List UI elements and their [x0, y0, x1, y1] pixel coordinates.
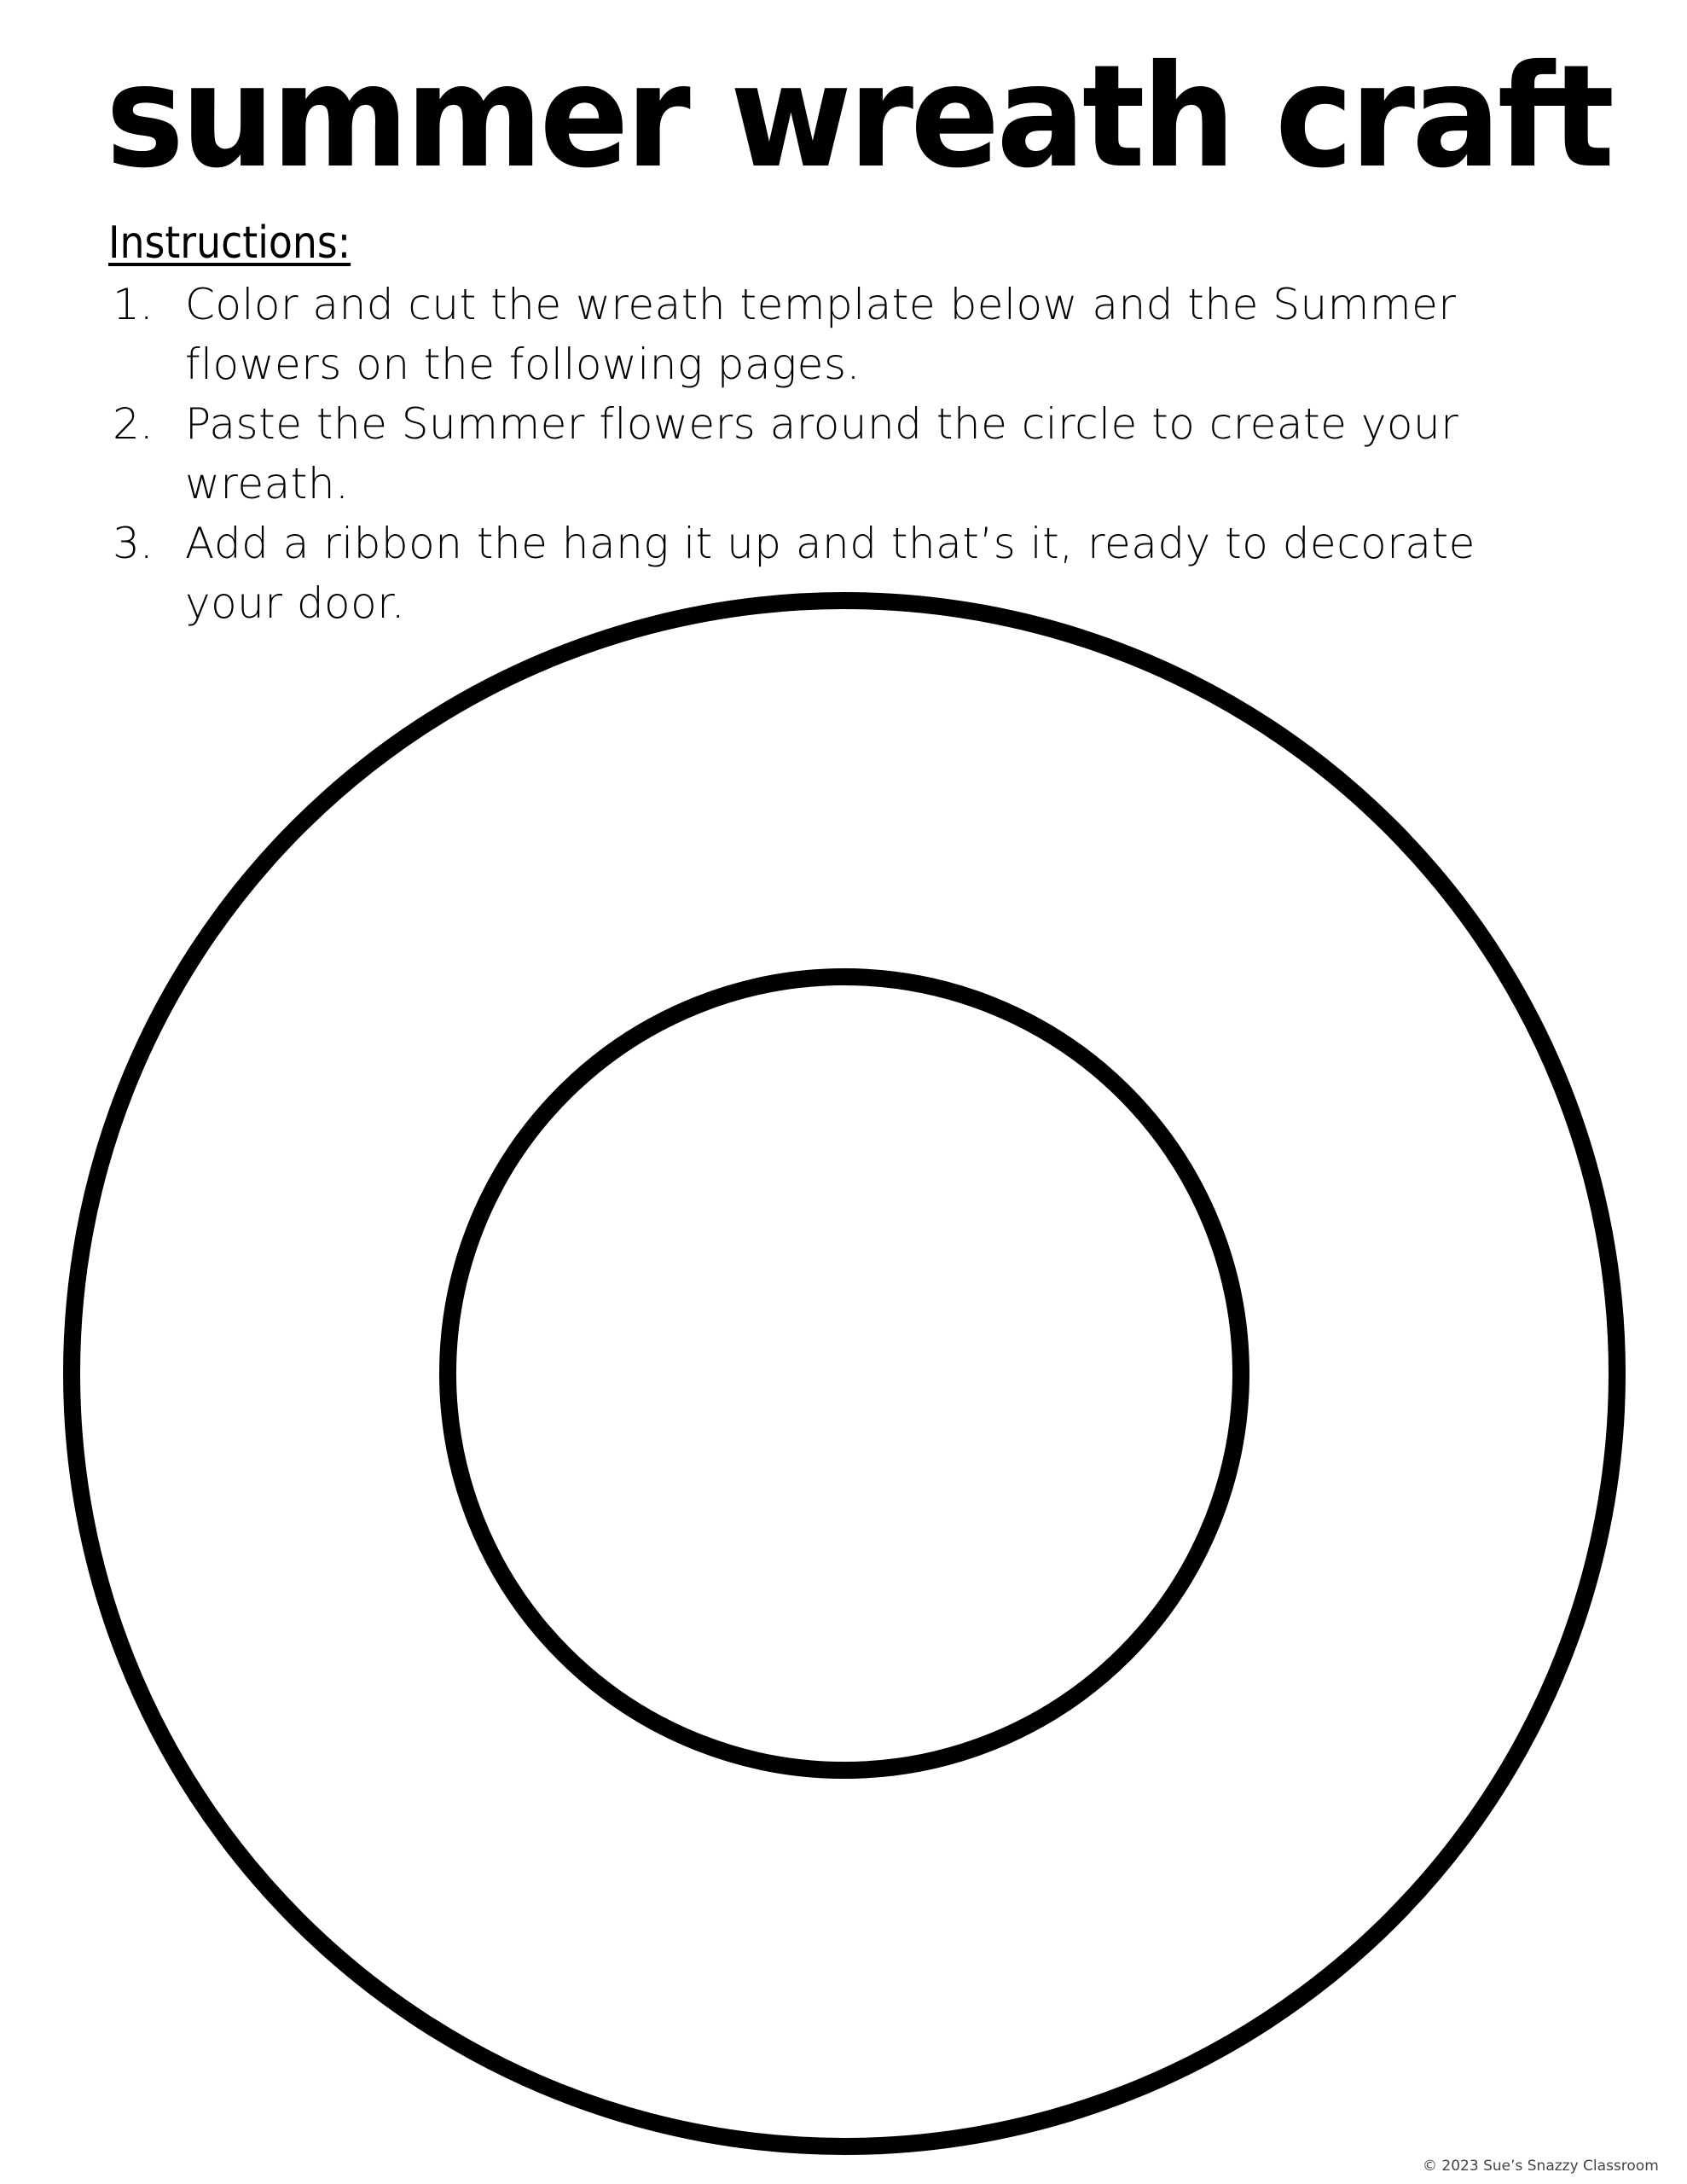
page-title: summer wreath craft: [106, 35, 1612, 200]
copyright-footer: © 2023 Sue’s Snazzy Classroom: [1423, 2158, 1659, 2175]
instructions-list: [102, 275, 1603, 633]
instruction-step-2: [102, 394, 1603, 514]
instruction-step-1: [102, 275, 1603, 394]
step-text: Add a ribbon the hang it up and that’s it, ready to decorate your door.: [185, 519, 1475, 628]
step-text: Paste the Summer flowers around the circle to create your wreath.: [185, 399, 1459, 508]
step-number: 2.: [113, 399, 154, 449]
instruction-step-3: [102, 514, 1603, 633]
instructions-heading: Instructions:: [108, 218, 351, 269]
wreath-outer-circle: [72, 601, 1617, 2146]
step-number: 3.: [113, 519, 154, 568]
wreath-inner-circle: [448, 977, 1241, 1770]
step-text: Color and cut the wreath template below and the Summer flowers on the following pages.: [185, 280, 1457, 389]
step-number: 1.: [113, 280, 154, 329]
